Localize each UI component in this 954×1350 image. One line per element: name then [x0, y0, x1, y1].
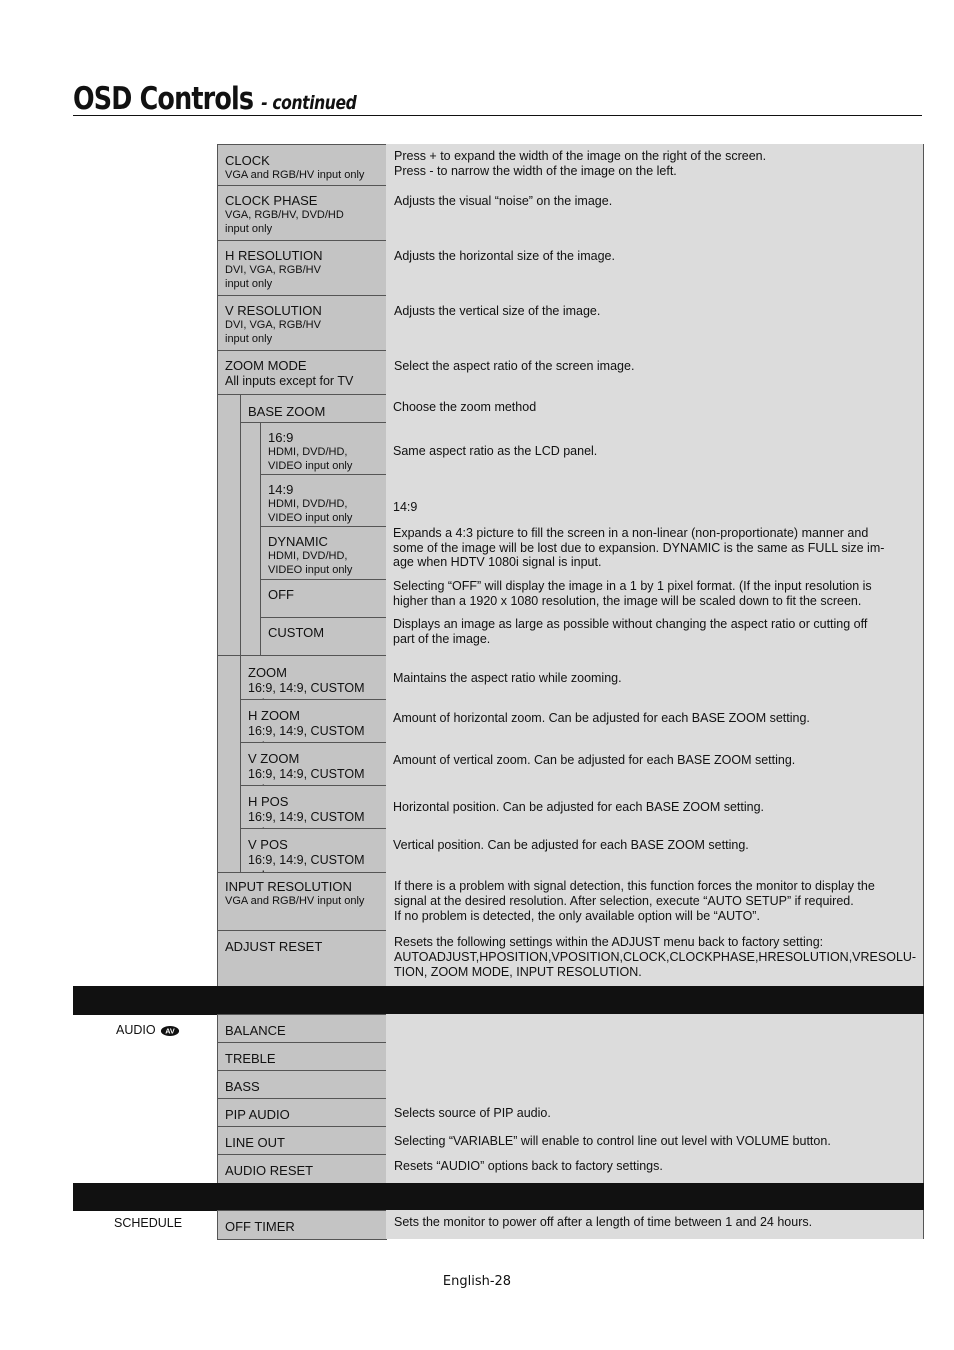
input-resolution-desc: If there is a problem with signal detection, this function forces the monitor to display the signal at the desired resolution. After selection, execute “AUTO SETUP” if required. If no problem is detected, the only available option will be “AUTO”. — [394, 879, 875, 923]
title-text: OSD Controls — [73, 81, 254, 117]
h-zoom-name: H ZOOM — [248, 708, 300, 723]
row-h-resolution-desc — [386, 240, 924, 296]
adjust-reset-name: ADJUST RESET — [225, 939, 323, 954]
row-zoom-desc — [386, 655, 924, 700]
row-off-timer-label — [217, 1210, 387, 1240]
v-pos-note: 16:9, 14:9, CUSTOM — [248, 853, 365, 867]
dynamic-name: DYNAMIC — [268, 534, 328, 549]
row-audio-reset-desc — [386, 1154, 924, 1184]
row-h-zoom-label — [240, 699, 387, 743]
audio-label: AUDIO — [116, 1023, 156, 1037]
line-out-desc: Selecting “VARIABLE” will enable to control line out level with VOLUME button. — [394, 1134, 831, 1148]
clock-name: CLOCK — [225, 153, 270, 168]
ratio-14-9-name: 14:9 — [268, 482, 294, 497]
row-v-zoom-label — [240, 742, 387, 786]
adjust-reset-desc: Resets the following settings within the ADJUST menu back to factory setting: AUTOADJUST,HPOSITION,VPOSITION,CLOCK,CLOCKPHASE,HRESOLUTION,VRESOLU- TION, ZOOM MODE, INPUT RESOLUTION. — [394, 935, 917, 979]
h-zoom-desc: Amount of horizontal zoom. Can be adjusted for each BASE ZOOM setting. — [393, 711, 810, 725]
clock-phase-note: VGA, RGB/HV, DVD/HD input only — [225, 209, 344, 235]
pip-audio-desc: Selects source of PIP audio. — [394, 1106, 551, 1120]
row-14-9-desc — [386, 474, 924, 527]
svg-text:AV: AV — [164, 1026, 175, 1036]
zoom-mode-note: All inputs except for TV — [225, 374, 354, 388]
v-pos-desc: Vertical position. Can be adjusted for each BASE ZOOM setting. — [393, 838, 749, 852]
clock-note: VGA and RGB/HV input only — [225, 169, 365, 181]
zoom-note: 16:9, 14:9, CUSTOM — [248, 681, 365, 695]
row-off-label — [260, 579, 387, 618]
row-bass-label — [217, 1070, 387, 1099]
row-14-9-label — [260, 474, 387, 527]
base-zoom-name: BASE ZOOM — [248, 404, 326, 419]
dynamic-note: HDMI, DVD/HD, VIDEO input only — [268, 550, 353, 576]
row-line-out-desc — [386, 1126, 924, 1155]
row-dynamic-label — [260, 526, 387, 580]
v-zoom-desc: Amount of vertical zoom. Can be adjusted for each BASE ZOOM setting. — [393, 753, 796, 767]
v-resolution-note: DVI, VGA, RGB/HV input only — [225, 319, 321, 345]
clock-phase-desc: Adjusts the visual “noise” on the image. — [394, 194, 613, 208]
zoom-mode-desc: Select the aspect ratio of the screen image. — [394, 359, 635, 373]
row-v-resolution-desc — [386, 295, 924, 351]
h-pos-desc: Horizontal position. Can be adjusted for each BASE ZOOM setting. — [393, 800, 765, 814]
bass-name: BASS — [225, 1079, 260, 1094]
indent-bar-zoom — [217, 655, 241, 873]
row-16-9-label — [260, 422, 387, 475]
page-number: English-28 — [442, 1274, 512, 1289]
h-pos-name: H POS — [248, 794, 289, 809]
h-resolution-name: H RESOLUTION — [225, 248, 323, 263]
v-zoom-name: V ZOOM — [248, 751, 300, 766]
off-timer-desc: Sets the monitor to power off after a length of time between 1 and 24 hours. — [394, 1215, 813, 1229]
pip-audio-name: PIP AUDIO — [225, 1107, 290, 1122]
v-zoom-note: 16:9, 14:9, CUSTOM — [248, 767, 365, 781]
v-resolution-desc: Adjusts the vertical size of the image. — [394, 304, 601, 318]
treble-name: TREBLE — [225, 1051, 276, 1066]
row-input-resolution-desc — [386, 872, 924, 931]
base-zoom-desc: Choose the zoom method — [393, 400, 537, 414]
row-base-zoom-desc — [386, 394, 924, 423]
indent-bar-zoom-mode — [217, 394, 241, 656]
input-resolution-note: VGA and RGB/HV input only — [225, 895, 365, 907]
page-title — [73, 81, 356, 117]
row-line-out-label — [217, 1126, 387, 1155]
audio-reset-desc: Resets “AUDIO” options back to factory settings. — [394, 1159, 663, 1173]
row-clock-label — [217, 144, 387, 186]
row-pip-audio-label — [217, 1098, 387, 1127]
row-h-pos-label — [240, 785, 387, 829]
row-adjust-reset-label — [217, 930, 387, 987]
row-zoom-mode-label — [217, 350, 387, 395]
row-custom-desc — [386, 617, 924, 656]
zoom-mode-name: ZOOM MODE — [225, 358, 307, 373]
row-zoom-label — [240, 655, 387, 700]
section-divider-audio — [73, 986, 924, 1015]
ratio-16-9-desc: Same aspect ratio as the LCD panel. — [393, 444, 598, 458]
row-v-zoom-desc — [386, 742, 924, 786]
row-off-timer-desc — [386, 1210, 924, 1239]
ratio-16-9-note: HDMI, DVD/HD, VIDEO input only — [268, 446, 353, 472]
clock-phase-name: CLOCK PHASE — [225, 193, 318, 208]
off-timer-name: OFF TIMER — [225, 1219, 295, 1234]
ratio-14-9-note: HDMI, DVD/HD, VIDEO input only — [268, 498, 353, 524]
clock-desc: Press + to expand the width of the image on the right of the screen. Press - to narrow the width of the image on the left. — [394, 149, 767, 178]
line-out-name: LINE OUT — [225, 1135, 285, 1150]
schedule-label: SCHEDULE — [114, 1216, 183, 1230]
row-clock-phase-desc — [386, 185, 924, 241]
custom-desc: Displays an image as large as possible without changing the aspect ratio or cutting off part of the image. — [393, 617, 868, 646]
h-resolution-note: DVI, VGA, RGB/HV input only — [225, 264, 321, 290]
zoom-name: ZOOM — [248, 665, 287, 680]
row-clock-phase-label — [217, 185, 387, 241]
row-pip-audio-desc — [386, 1098, 924, 1127]
ratio-16-9-name: 16:9 — [268, 430, 294, 445]
input-resolution-name: INPUT RESOLUTION — [225, 879, 352, 894]
section-label-audio — [116, 1023, 216, 1037]
row-h-pos-desc — [386, 785, 924, 829]
v-pos-name: V POS — [248, 837, 288, 852]
row-clock-desc — [386, 144, 924, 186]
h-zoom-note: 16:9, 14:9, CUSTOM — [248, 724, 365, 738]
row-h-resolution-label — [217, 240, 387, 296]
row-balance-label — [217, 1014, 387, 1043]
row-off-desc — [386, 579, 924, 618]
audio-blank-desc — [386, 1014, 924, 1099]
h-pos-note: 16:9, 14:9, CUSTOM — [248, 810, 365, 824]
off-name: OFF — [268, 587, 294, 602]
audio-reset-name: AUDIO RESET — [225, 1163, 314, 1178]
page-header — [73, 80, 922, 116]
off-desc: Selecting “OFF” will display the image in a 1 by 1 pixel format. (If the input resolution is higher than a 1920 x 1080 resolution, the image will be scaled down to fit the screen. — [393, 579, 872, 608]
v-resolution-name: V RESOLUTION — [225, 303, 322, 318]
row-v-resolution-label — [217, 295, 387, 351]
dynamic-desc: Expands a 4:3 picture to fill the screen in a non-linear (non-proportionate) manner and some of the image will be lost due to expansion. DYNAMIC is the same as FULL size im- age when HDTV 1080i signal is input. — [393, 526, 885, 569]
row-16-9-desc — [386, 422, 924, 475]
row-zoom-mode-desc — [386, 350, 924, 395]
row-h-zoom-desc — [386, 699, 924, 743]
row-base-zoom-label — [240, 394, 387, 423]
av-icon — [160, 1025, 180, 1037]
row-v-pos-desc — [386, 828, 924, 873]
title-continued: - continued — [261, 92, 357, 114]
balance-name: BALANCE — [225, 1023, 286, 1038]
section-divider-schedule — [73, 1183, 924, 1211]
row-audio-reset-label — [217, 1154, 387, 1184]
row-v-pos-label — [240, 828, 387, 873]
h-resolution-desc: Adjusts the horizontal size of the image. — [394, 249, 615, 263]
row-treble-label — [217, 1042, 387, 1071]
row-custom-label — [260, 617, 387, 656]
ratio-14-9-desc: 14:9 — [393, 500, 418, 514]
section-label-schedule — [114, 1216, 214, 1230]
row-dynamic-desc — [386, 526, 924, 580]
custom-name: CUSTOM — [268, 625, 325, 640]
row-adjust-reset-desc — [386, 930, 924, 987]
indent-bar-base-zoom — [240, 422, 261, 656]
zoom-desc: Maintains the aspect ratio while zooming. — [393, 671, 622, 685]
row-input-resolution-label — [217, 872, 387, 931]
